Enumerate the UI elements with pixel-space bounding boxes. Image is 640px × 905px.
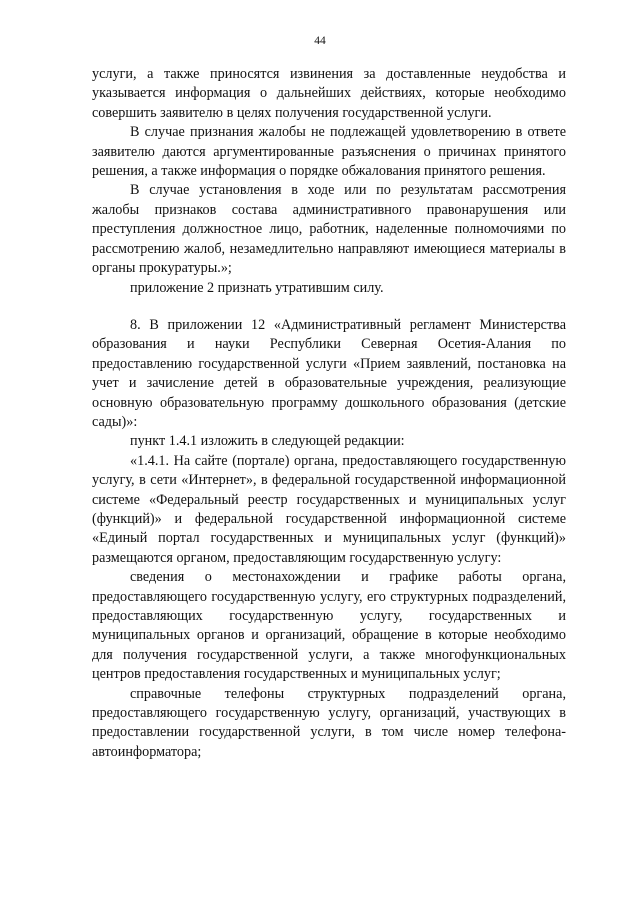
paragraph-item-8: 8. В приложении 12 «Административный регламент Министерства образования и науки Республики Северная Осетия-Алания по предоставлению государственной услуги «Прием заявлений, постановка на учет и зачисление детей в образовательные учреждения, реализующие основную образовательную программу дошкольного образования (детские сады)»: (92, 316, 566, 430)
paragraph-location-info: сведения о местонахождении и графике работы органа, предоставляющего государственную услугу, его структурных подразделений, предоставляющих государственную услугу, государственных и муниципальных органов и организаций, обращение в которые необходимо для получения государственной услуги, а также многофункциональных центров предоставления государственных и муниципальных услуг; (92, 569, 566, 683)
paragraph-item-1-4-1: «1.4.1. На сайте (портале) органа, предоставляющего государственную услугу, в сети «Интернет», в федеральной государственной информационной системе «Федеральный реестр государственных и муниципальных услуг (функций)» и федеральной государственной информационной системе «Единый портал государственных и муниципальных услуг (функций)» размещаются органом, предоставляющим государственную услугу: (92, 452, 566, 566)
paragraph-complaint-satisfied-end: услуги, а также приносятся извинения за доставленные неудобства и указывается информация о дальнейших действиях, которые необходимо совершить заявителю в целях получения государственной услуги. (92, 66, 566, 121)
paragraph-violation-found: В случае установления в ходе или по результатам рассмотрения жалобы признаков состава административного правонарушения или преступления должностное лицо, работник, наделенные полномочиями по рассмотрению жалоб, незамедлительно направляют имеющиеся материалы в органы прокуратуры.»; (92, 182, 566, 277)
paragraph-complaint-rejected: В случае признания жалобы не подлежащей удовлетворению в ответе заявителю даются аргументированные разъяснения о причинах принятого решения, а также информация о порядке обжалования принятого решения. (92, 124, 566, 180)
paragraph-item-1-4-1-intro: пункт 1.4.1 изложить в следующей редакции: (130, 433, 405, 450)
paragraph-appendix-2-void: приложение 2 признать утратившим силу. (130, 280, 384, 297)
page-number: 44 (314, 35, 326, 47)
paragraph-reference-phones: справочные телефоны структурных подразделений органа, предоставляющего государственную услугу, организаций, участвующих в предоставлении государственной услуги, в том числе номер телефона-автоинформатора; (92, 685, 566, 760)
document-body (92, 65, 566, 762)
